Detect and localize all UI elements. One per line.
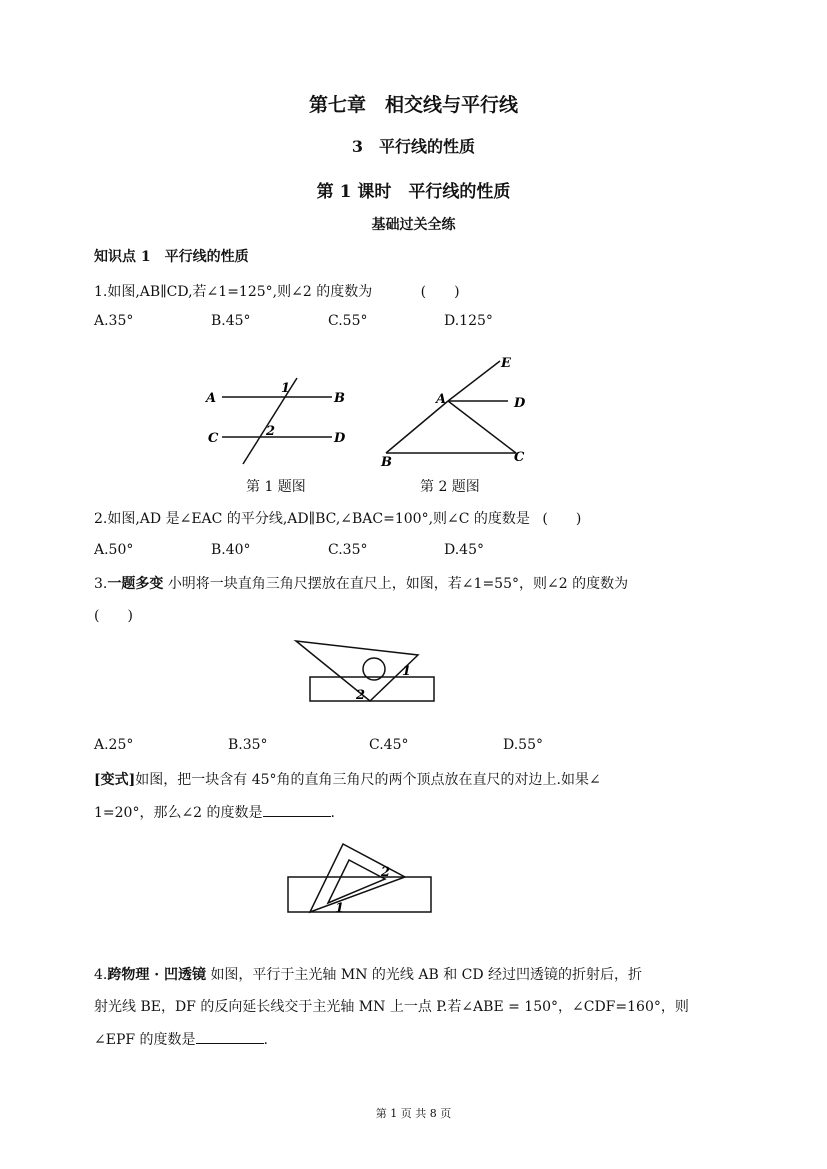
question-1 [94,281,460,301]
figure-2 [378,353,533,469]
figure-3 [290,630,440,706]
chapter-title: 第七章 相交线与平行线 [308,94,518,116]
question-4-line-1 [94,964,642,984]
variant-text-1: 如图，把一块含有 45°角的直角三角尺的两个顶点放在直尺的对边上.如果∠ [135,772,601,788]
practice-title: 基础过关全练 [371,217,456,233]
q3-option-c[interactable]: C.45° [369,737,409,753]
variant-line-1 [94,769,601,789]
figure-1 [200,375,360,467]
variant-end: . [330,805,335,821]
fig2-label-b: B [381,455,392,469]
variant-tag: [变式] [94,772,136,788]
fig-variant-label-1: 1 [335,901,345,916]
variant-text-2: 1=20°，那么∠2 的度数是 [94,805,263,821]
lesson-title: 第 1 课时 平行线的性质 [316,182,511,202]
knowledge-point-heading: 知识点 1 平行线的性质 [94,249,249,265]
section-title: 3 平行线的性质 [351,137,476,156]
question-4-line-2: 射光线 BE，DF 的反向延长线交于主光轴 MN 上一点 P.若∠ABE = 150°，∠CDF=160°，则 [94,999,689,1015]
q3-option-b[interactable]: B.35° [228,737,268,753]
question-2-text: 2.如图,AD 是∠EAC 的平分线,AD∥BC,∠BAC=100°,则∠C 的度数是 [94,511,530,527]
question-2 [94,508,581,528]
fig3-label-2: 2 [356,688,366,703]
q2-option-b[interactable]: B.40° [211,542,251,558]
variant-line-2 [94,802,335,822]
fig1-label-c: C [208,431,219,446]
question-3-number: 3. [94,576,108,592]
question-4-tag: 跨物理 · 凹透镜 [107,967,206,983]
question-4-text-1: 如图，平行于主光轴 MN 的光线 AB 和 CD 经过凹透镜的折射后，折 [210,967,643,983]
question-1-text: 1.如图,AB∥CD,若∠1=125°,则∠2 的度数为 [94,284,373,300]
fig3-label-1: 1 [402,664,412,679]
fig1-label-d: D [334,431,346,446]
question-3-text: 小明将一块直角三角尺摆放在直尺上，如图，若∠1=55°，则∠2 的度数为 [167,576,629,592]
q1-option-d[interactable]: D.125° [444,313,493,329]
q2-option-d[interactable]: D.45° [444,542,484,558]
figure-variant [285,832,435,916]
fig2-label-a: A [436,392,447,407]
fig2-label-e: E [501,356,511,371]
question-4-number: 4. [94,967,108,983]
q3-option-a[interactable]: A.25° [94,737,134,753]
question-1-paren: ( ) [420,284,460,300]
q1-option-a[interactable]: A.35° [94,313,134,329]
question-3-tag: 一题多变 [107,576,164,592]
variant-answer-blank[interactable] [263,804,331,817]
fig1-label-a: A [206,391,217,406]
question-3 [94,573,628,593]
figure-1-caption: 第 1 题图 [246,479,306,495]
q2-option-a[interactable]: A.50° [94,542,134,558]
question-2-paren: ( ) [542,511,582,527]
question-4-answer-blank[interactable] [196,1031,264,1044]
fig1-label-2: 2 [266,424,276,439]
q3-option-d[interactable]: D.55° [503,737,543,753]
q1-option-b[interactable]: B.45° [211,313,251,329]
fig1-label-1: 1 [281,381,291,396]
fig2-label-d: D [514,396,526,411]
fig1-label-b: B [334,391,345,406]
page-footer: 第 1 页 共 8 页 [375,1107,452,1120]
fig2-label-c: C [514,450,525,465]
question-4-end: . [263,1032,268,1048]
q2-option-c[interactable]: C.35° [328,542,368,558]
question-4-line-3 [94,1029,268,1049]
question-4-text-3: ∠EPF 的度数是 [94,1032,196,1048]
q1-option-c[interactable]: C.55° [328,313,368,329]
figure-2-caption: 第 2 题图 [420,479,480,495]
question-3-paren: ( ) [94,608,133,624]
fig-variant-label-2: 2 [381,865,391,880]
